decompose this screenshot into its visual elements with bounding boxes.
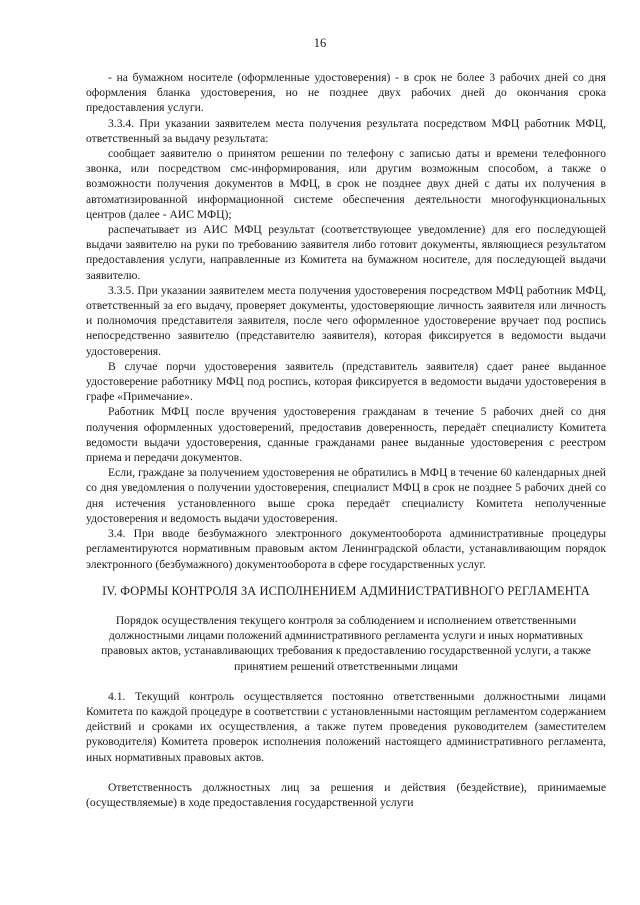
paragraph-unclaimed: Если, граждане за получением удостоверения не обратились в МФЦ в течение 60 календарных дней со дня уведомления о получении удостоверения, специалист МФЦ в срок не позднее 5 рабочих дней со дня истечения установленного выше срока передаёт специалисту Комитета неполученные удостоверения и ведомость выдачи удостоверения. bbox=[86, 466, 606, 525]
paragraph-print-result: распечатывает из АИС МФЦ результат (соответствующее уведомление) для его последующей выдачи заявителю на руки по требованию заявителя либо готовит документы, являющиеся результатом предоставления услуги, направленные из Комитета на бумажном носителе, для последующей выдачи заявителю. bbox=[86, 223, 606, 282]
paragraph-mfc-worker: Работник МФЦ после вручения удостоверения гражданам в течение 5 рабочих дней со дня получения оформленных удостоверений, предоставив доверенность, передаёт специалисту Комитета ведомости выдачи удостоверения, сданные гражданами ранее выданные удостоверения с реестром приема и передачи документов. bbox=[86, 405, 606, 465]
section-heading-iv: IV. ФОРМЫ КОНТРОЛЯ ЗА ИСПОЛНЕНИЕМ АДМИНИСТРАТИВНОГО РЕГЛАМЕНТА bbox=[102, 583, 590, 598]
paragraph-4-1: 4.1. Текущий контроль осуществляется постоянно ответственными должностными лицами Комитета по каждой процедуре в соответствии с установленными настоящим регламентом содержанием действий и сроками их осуществления, а также путем проведения руководителем (заместителем руководителя) Комитета проверок исполнения положений настоящего административного регламента, иных нормативных правовых актов. bbox=[86, 689, 606, 764]
paragraph-notify-applicant: сообщает заявителю о принятом решении по телефону с записью даты и времени телефонного звонка, или посредством смс-информирования, или другим возможным способом, а также о возможности получения документов в МФЦ, в срок не позднее двух дней с даты их получения в автоматизированной информационной системе обеспечения деятельности многофункциональных центров (далее - АИС МФЦ); bbox=[86, 147, 606, 221]
subheading-responsibility: Ответственность должностных лиц за решения и действия (бездействие), принимаемые (осуществляемые) в ходе предоставления государственной услуги bbox=[86, 780, 606, 809]
paragraph-3-3-4: 3.3.4. При указании заявителем места получения результата посредством МФЦ работник МФЦ, ответственный за выдачу результата: bbox=[86, 116, 606, 145]
subheading-current-control: Порядок осуществления текущего контроля за соблюдением и исполнением ответственными должностными лицами положений административного регламента услуги и иных нормативных правовых актов, устанавливающих требования к предоставлению государственной услуги, а также принятием решений ответственными лицами bbox=[101, 613, 591, 673]
page-number: 16 bbox=[313, 36, 327, 50]
paragraph-3-3-5: 3.3.5. При указании заявителем места получения удостоверения посредством МФЦ работник МФЦ, ответственный за его выдачу, проверяет документы, удостоверяющие личность заявителя или личность и полномочия представителя заявителя, после чего оформленное удостоверение вручает под роспись непосредственно заявителю (представителю заявителя), которая фиксируется в ведомости выдачи удостоверения. bbox=[86, 283, 606, 358]
paragraph-3-4: 3.4. При вводе безбумажного электронного документооборота административные процедуры регламентируются нормативным правовым актом Ленинградской области, устанавливающим порядок электронного (безбумажного) документооборота в сфере государственных услуг. bbox=[86, 527, 606, 571]
paragraph-paper-carrier: - на бумажном носителе (оформленные удостоверения) - в срок не более 3 рабочих дней со дня оформления бланка удостоверения, но не позднее двух рабочих дней до окончания срока предоставления услуги. bbox=[86, 71, 606, 115]
paragraph-damaged-certificate: В случае порчи удостоверения заявитель (представитель заявителя) сдает ранее выданное удостоверение работнику МФЦ под роспись, которая фиксируется в ведомости выдачи удостоверения в графе «Примечание». bbox=[86, 359, 606, 404]
document-body bbox=[86, 70, 606, 810]
